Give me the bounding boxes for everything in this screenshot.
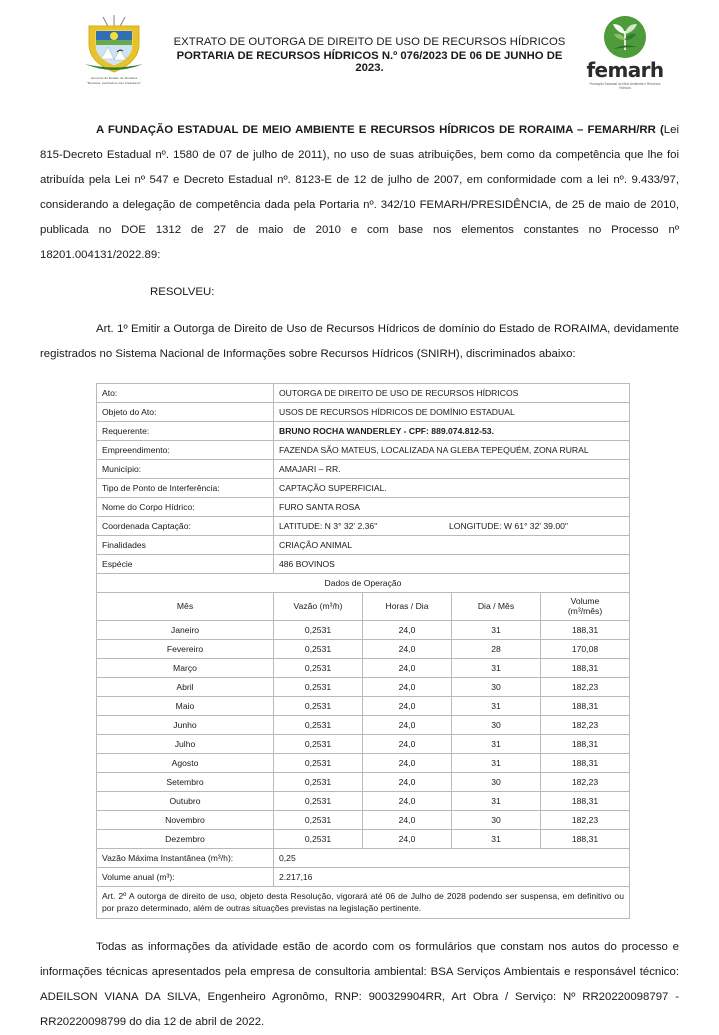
table-row: [97, 536, 630, 555]
operation-cell: Janeiro: [97, 620, 274, 639]
operation-header-volume: [541, 593, 630, 621]
document-title-line2: PORTARIA DE RECURSOS HÍDRICOS N.º 076/2023 DE 06 DE JUNHO DE 2023.: [176, 50, 563, 74]
operation-cell: Novembro: [97, 810, 274, 829]
table-row: [97, 441, 630, 460]
article-2-text: Art. 2º A outorga de direito de uso, objeto desta Resolução, vigorará até 06 de Julho de 2028 podendo ser suspensa, em definitivo ou por prazo determinado, além de outras situações previstas na legislação pertinente.: [97, 886, 630, 918]
operation-cell: 31: [452, 753, 541, 772]
operation-cell: 0,2531: [274, 791, 363, 810]
resolveu-heading: RESOLVEU:: [150, 286, 215, 298]
document-title-line1: EXTRATO DE OUTORGA DE DIREITO DE USO DE RECURSOS HÍDRICOS: [173, 36, 566, 48]
table-row: [97, 574, 630, 593]
row-label-coordenada: Coordenada Captação:: [97, 517, 274, 536]
row-value-municipio: AMAJARI – RR.: [274, 460, 630, 479]
table-row: [97, 886, 630, 918]
operation-cell: 188,31: [541, 734, 630, 753]
operation-header-horas: Horas / Dia: [363, 593, 452, 621]
operation-cell: 28: [452, 639, 541, 658]
table-row: [97, 810, 630, 829]
closing-text: Todas as informações da atividade estão de acordo com os formulários que constam nos autos do processo e informações técnicas apresentados pela empresa de consultoria ambiental: BSA Serviços Ambientais e responsável técnico: ADEILSON VIANA DA SILVA, Engenheiro Agronômo, RNP: 900329904RR, Art Obra / Serviço: Nº RR20220098797 - RR20220098799 do dia 12 de abril de 2022.: [40, 940, 679, 1028]
intro-bold-lead-2: FEMARH/RR (: [587, 124, 664, 136]
outorga-table: [96, 383, 630, 919]
coordinate-latitude: LATITUDE: N 3° 32' 2.36": [279, 521, 378, 531]
operation-cell: Agosto: [97, 753, 274, 772]
operation-cell: 30: [452, 810, 541, 829]
operation-cell: 24,0: [363, 753, 452, 772]
table-row: [97, 498, 630, 517]
operation-cell: 0,2531: [274, 753, 363, 772]
femarh-logo-block: [571, 14, 679, 90]
row-label-tipo-ponto: Tipo de Ponto de Interferência:: [97, 479, 274, 498]
article-1-text: Art. 1º Emitir a Outorga de Direito de Uso de Recursos Hídricos de domínio do Estado de RORAIMA, devidamente registrados no Sistema Nacional de Informações sobre Recursos Hídricos (SNIRH), discriminados abaixo:: [40, 323, 679, 360]
operation-cell: 31: [452, 696, 541, 715]
operation-header-row: [97, 593, 630, 621]
operation-header-vazao: Vazão (m³/h): [274, 593, 363, 621]
operation-cell: 0,2531: [274, 810, 363, 829]
femarh-leaf-icon: [604, 16, 646, 58]
operation-cell: 188,31: [541, 658, 630, 677]
operation-cell: 170,08: [541, 639, 630, 658]
row-label-objeto: Objeto do Ato:: [97, 403, 274, 422]
table-row: [97, 848, 630, 867]
table-row: [97, 620, 630, 639]
table-row: [97, 403, 630, 422]
operation-cell: 31: [452, 658, 541, 677]
operation-cell: Maio: [97, 696, 274, 715]
operation-cell: 31: [452, 620, 541, 639]
table-row: [97, 658, 630, 677]
table-row: [97, 867, 630, 886]
operation-cell: Março: [97, 658, 274, 677]
row-value-tipo-ponto: CAPTAÇÃO SUPERFICIAL.: [274, 479, 630, 498]
operation-header-volume-line2: (m³/mês): [567, 606, 603, 617]
table-row: [97, 422, 630, 441]
operation-cell: Fevereiro: [97, 639, 274, 658]
table-row: [97, 479, 630, 498]
operation-header-dia: Dia / Mês: [452, 593, 541, 621]
row-value-volume-anual: 2.217,16: [274, 867, 630, 886]
table-row: [97, 734, 630, 753]
table-row: [97, 772, 630, 791]
operation-cell: 0,2531: [274, 829, 363, 848]
operation-cell: 31: [452, 791, 541, 810]
operation-cell: 0,2531: [274, 696, 363, 715]
row-label-requerente: Requerente:: [97, 422, 274, 441]
operation-cell: 0,2531: [274, 658, 363, 677]
document-header: [40, 0, 679, 100]
operation-cell: 31: [452, 734, 541, 753]
table-row: [97, 753, 630, 772]
operation-cell: 188,31: [541, 791, 630, 810]
row-value-ato: OUTORGA DE DIREITO DE USO DE RECURSOS HÍDRICOS: [274, 384, 630, 403]
femarh-subtitle: Fundação Estadual do Meio Ambiente e Recursos Hídricos: [589, 81, 661, 90]
operation-cell: Setembro: [97, 772, 274, 791]
row-label-finalidades: Finalidades: [97, 536, 274, 555]
document-title-block: [168, 14, 571, 74]
operation-cell: 30: [452, 715, 541, 734]
operation-cell: 182,23: [541, 715, 630, 734]
table-row: [97, 639, 630, 658]
table-row: [97, 696, 630, 715]
operation-cell: 188,31: [541, 829, 630, 848]
operation-cell: 24,0: [363, 639, 452, 658]
operation-cell: 188,31: [541, 696, 630, 715]
operation-cell: 31: [452, 829, 541, 848]
operation-cell: 24,0: [363, 715, 452, 734]
table-row: [97, 829, 630, 848]
row-value-corpo-hidrico: FURO SANTA ROSA: [274, 498, 630, 517]
operation-cell: 0,2531: [274, 639, 363, 658]
operation-cell: 182,23: [541, 677, 630, 696]
article-1-paragraph: [40, 317, 679, 367]
row-label-vazao-maxima: Vazão Máxima Instantânea (m³/h):: [97, 848, 274, 867]
operation-cell: 24,0: [363, 677, 452, 696]
row-value-finalidades: CRIAÇÃO ANIMAL: [274, 536, 630, 555]
operation-cell: 24,0: [363, 772, 452, 791]
operation-cell: 182,23: [541, 810, 630, 829]
intro-rest: Lei 815-Decreto Estadual nº. 1580 de 07 de julho de 2011), no uso de suas atribuições, bem como da competência que lhe foi atribuída pela Lei nº 547 e Decreto Estadual nº. 8123-E de 12 de julho de 2007, em conformidade com a lei nº. 9.433/97, considerando a delegação de competência dada pela Portaria nº. 342/10 FEMARH/PRESIDÊNCIA, de 25 de maio de 2010, publicada no DOE 1312 de 27 de maio de 2010 e com base nos elementos constantes no Processo nº 18201.004131/2022.89:: [40, 124, 679, 261]
operation-rows-body: [97, 620, 630, 848]
row-value-requerente: BRUNO ROCHA WANDERLEY - CPF: 889.074.812-53.: [274, 422, 630, 441]
operation-cell: 24,0: [363, 696, 452, 715]
intro-bold-lead: A FUNDAÇÃO ESTADUAL DE MEIO AMBIENTE E RECURSOS HÍDRICOS DE RORAIMA –: [96, 124, 584, 136]
operation-cell: 30: [452, 772, 541, 791]
operation-section-title: Dados de Operação: [97, 574, 630, 593]
crest-caption-line2: "Roraima, patrimônio dos brasileiros": [86, 80, 142, 85]
closing-paragraph: [40, 935, 679, 1035]
operation-cell: Dezembro: [97, 829, 274, 848]
row-value-objeto: USOS DE RECURSOS HÍDRICOS DE DOMÍNIO ESTADUAL: [274, 403, 630, 422]
operation-cell: 0,2531: [274, 677, 363, 696]
intro-paragraph: [40, 118, 679, 268]
row-label-ato: Ato:: [97, 384, 274, 403]
outorga-table-wrapper: [40, 383, 679, 919]
row-label-empreendimento: Empreendimento:: [97, 441, 274, 460]
row-value-especie: 486 BOVINOS: [274, 555, 630, 574]
operation-cell: Outubro: [97, 791, 274, 810]
crest-caption-line1: Governo do Estado de Roraima: [90, 76, 138, 80]
row-value-vazao-maxima: 0,25: [274, 848, 630, 867]
row-label-corpo-hidrico: Nome do Corpo Hídrico:: [97, 498, 274, 517]
operation-cell: 24,0: [363, 620, 452, 639]
operation-header-mes: Mês: [97, 593, 274, 621]
operation-cell: 30: [452, 677, 541, 696]
operation-cell: 24,0: [363, 791, 452, 810]
operation-cell: 0,2531: [274, 772, 363, 791]
operation-cell: 188,31: [541, 620, 630, 639]
row-label-especie: Espécie: [97, 555, 274, 574]
operation-cell: 0,2531: [274, 734, 363, 753]
table-row: [97, 677, 630, 696]
operation-cell: 24,0: [363, 734, 452, 753]
coordinate-longitude: LONGITUDE: W 61° 32' 39.00": [449, 521, 568, 531]
operation-cell: Abril: [97, 677, 274, 696]
row-label-municipio: Município:: [97, 460, 274, 479]
row-value-coordenada: [274, 517, 630, 536]
operation-cell: 24,0: [363, 829, 452, 848]
operation-cell: Julho: [97, 734, 274, 753]
table-row: [97, 791, 630, 810]
operation-cell: 0,2531: [274, 715, 363, 734]
table-row: [97, 517, 630, 536]
operation-cell: 24,0: [363, 810, 452, 829]
femarh-wordmark: femarh: [586, 58, 664, 82]
table-row: [97, 555, 630, 574]
state-crest-block: [40, 14, 168, 86]
table-row: [97, 460, 630, 479]
operation-header-volume-line1: Volume: [570, 596, 600, 606]
table-row: [97, 715, 630, 734]
roraima-coat-of-arms-icon: [81, 14, 147, 76]
table-row: [97, 384, 630, 403]
operation-cell: 24,0: [363, 658, 452, 677]
operation-cell: Junho: [97, 715, 274, 734]
row-value-empreendimento: FAZENDA SÃO MATEUS, LOCALIZADA NA GLEBA TEPEQUÉM, ZONA RURAL: [274, 441, 630, 460]
row-label-volume-anual: Volume anual (m³):: [97, 867, 274, 886]
operation-cell: 182,23: [541, 772, 630, 791]
operation-cell: 188,31: [541, 753, 630, 772]
operation-cell: 0,2531: [274, 620, 363, 639]
